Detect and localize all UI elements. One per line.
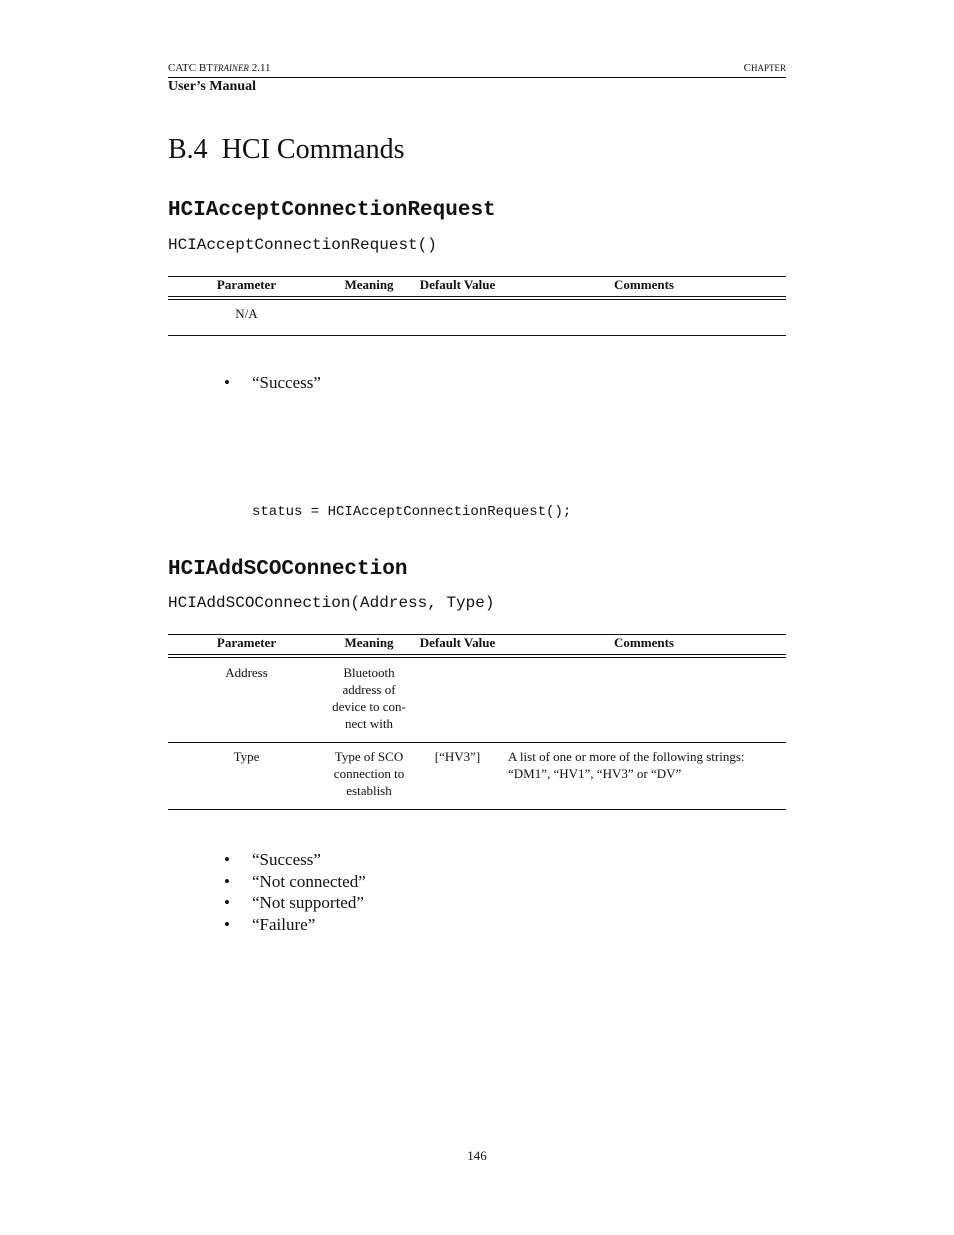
page-number: 146: [467, 1148, 487, 1163]
table-cell: [325, 658, 413, 743]
table-cell: Type: [233, 749, 260, 764]
parameter-table: [168, 276, 786, 336]
cell-line: establish: [346, 783, 392, 798]
return-values-list: [224, 849, 366, 935]
command-signature: HCIAddSCOConnection(Address, Type): [168, 594, 495, 612]
section-title: B.4 HCI Commands: [168, 134, 405, 165]
column-header: Parameter: [216, 635, 277, 650]
table-cell: [325, 743, 413, 810]
code-example: status = HCIAcceptConnectionRequest();: [252, 504, 572, 520]
column-header: Meaning: [344, 277, 394, 292]
command-heading: HCIAddSCOConnection: [168, 558, 408, 581]
header-chapter: CHAPTER: [743, 62, 786, 74]
cell-line: address of: [342, 682, 396, 697]
header-product: CATC BTTRAINER 2.11: [168, 62, 271, 74]
cell-line: nect with: [344, 716, 393, 731]
header-rule: [168, 77, 786, 78]
command-heading: HCIAcceptConnectionRequest: [168, 199, 496, 222]
table-row: [168, 300, 786, 336]
list-item: • “Failure”: [224, 914, 366, 936]
column-header: Comments: [614, 635, 674, 650]
cell-line: device to con-: [332, 699, 406, 714]
list-item: • “Success”: [224, 849, 366, 871]
cell-line: A list of one or more of the following strings:: [508, 749, 745, 764]
command-signature: HCIAcceptConnectionRequest(): [168, 236, 437, 254]
table-cell: Address: [225, 665, 268, 680]
table-cell: [413, 300, 502, 336]
return-values-list: [224, 372, 321, 394]
column-header: Default Value: [419, 635, 496, 650]
cell-line: Type of SCO: [334, 749, 404, 764]
column-header: Parameter: [216, 277, 277, 292]
parameter-table: [168, 634, 786, 810]
list-item: • “Success”: [224, 372, 321, 394]
table-cell: [325, 300, 413, 336]
table-cell: [“HV3”]: [434, 749, 481, 764]
table-cell: [502, 658, 786, 743]
list-item: • “Not supported”: [224, 892, 366, 914]
cell-line: “DM1”, “HV1”, “HV3” or “DV”: [508, 766, 682, 781]
table-row: [168, 743, 786, 810]
column-header: Meaning: [344, 635, 394, 650]
manual-label: User’s Manual: [168, 79, 257, 94]
table-row: [168, 658, 786, 743]
table-cell: N/A: [235, 306, 258, 321]
table-cell: [502, 743, 786, 810]
table-cell: [502, 300, 786, 336]
column-header: Comments: [614, 277, 674, 292]
list-item: • “Not connected”: [224, 871, 366, 893]
cell-line: connection to: [333, 766, 405, 781]
cell-line: Bluetooth: [343, 665, 395, 680]
table-cell: [413, 658, 502, 743]
column-header: Default Value: [419, 277, 496, 292]
